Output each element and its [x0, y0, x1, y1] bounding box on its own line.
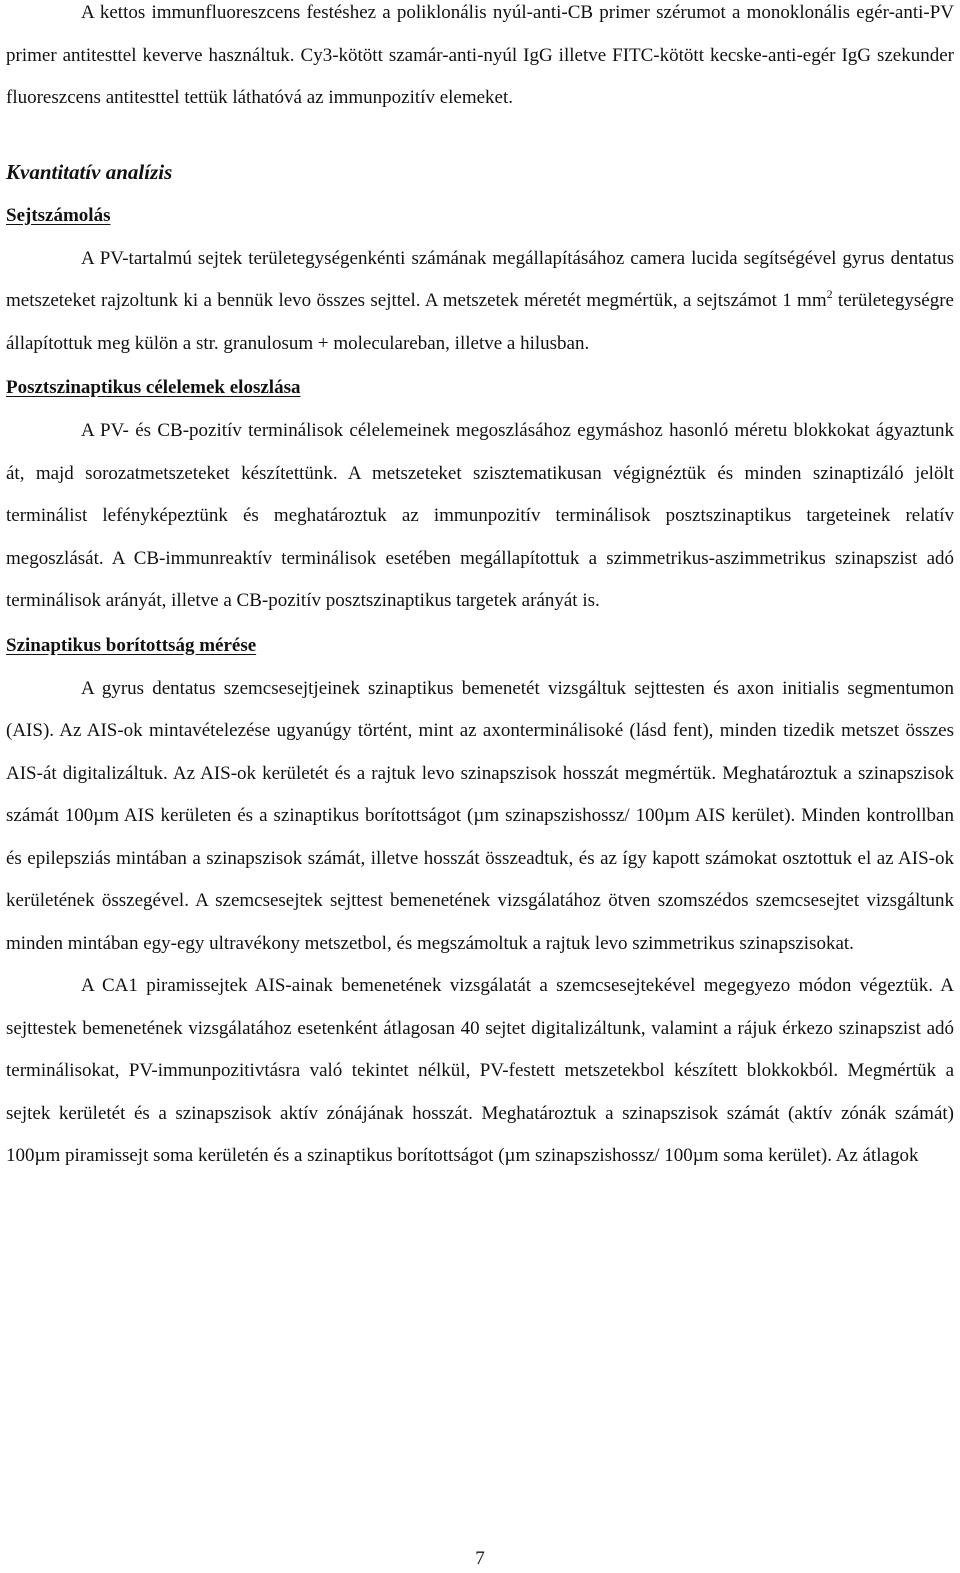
section-spacer: [6, 120, 954, 151]
posztszinaptikus-paragraph: A PV- és CB-pozitív terminálisok célelemeinek megoszlásához egymáshoz hasonló méretu blokkokat ágyaztunk át, majd sorozatmetszeteket készítettünk. A metszeteket szisztematikusan végignéztük és minden szinaptizáló jelölt terminálist lefényképeztünk és meghatároztuk az immunpozitív terminálisok posztszinaptikus targeteinek relatív megoszlását. A CB-immunreaktív terminálisok esetében megállapítottuk a szimmetrikus-aszimmetrikus szinapszist adó terminálisok arányát, illetve a CB-pozitív posztszinaptikus targetek arányát is.: [6, 420, 954, 611]
heading-posztszinaptikus: Posztszinaptikus célelemek eloszlása: [6, 377, 301, 398]
superscript-2: 2: [826, 287, 833, 301]
heading-boritottsag: Szinaptikus borítottság mérése: [6, 634, 257, 656]
sejtszamolas-paragraph: [6, 238, 954, 366]
page-content: [6, 0, 954, 1178]
boritottsag-paragraph-1: A gyrus dentatus szemcsesejtjeinek szinaptikus bemenetét vizsgáltuk sejttesten és axon initialis segmentumon (AIS). Az AIS-ok mintavételezése ugyanúgy történt, mint az axonterminálisoké (lásd fent), minden tizedik metszet összes AIS-át digitalizáltuk. Az AIS-ok kerületét és a rajtuk levo szinapszisok hosszát megmértük. Meghatároztuk a szinapszisok számát 100µm AIS kerületen és a szinaptikus borítottságot (µm szinapszishossz/ 100µm AIS kerület). Minden kontrollban és epilepsziás mintában a szinapszisok számát, illetve hosszát összeadtuk, és az így kapott számokat osztottuk el az AIS-ok kerületének összegével. A szemcsesejtek sejttest bemenetének vizsgálatához ötven szomszédos szemcsesejtet vizsgáltunk minden mintában egy-egy ultravékony metszetbol, és megszámoltuk a rajtuk levo szimmetrikus szinapszisokat.: [6, 677, 954, 954]
sejtszamolas-text-b: területegységre állapítottuk meg külön a str. granulosum + moleculareban, illetve a hilusban.: [6, 290, 954, 354]
section-title: Kvantitatív analízis: [6, 159, 173, 184]
heading-sejtszamolas: Sejtszámolás: [6, 204, 111, 226]
sejtszamolas-text-a: A PV-tartalmú sejtek területegységenkénti számának megállapításához camera lucida segítségével gyrus dentatus metszeteket rajzoltunk ki a bennük levo összes sejttel. A metszetek méretét megmértük, a sejtszámot 1 mm: [6, 247, 954, 311]
page-number: 7: [475, 1548, 485, 1569]
intro-paragraph: A kettos immunfluoreszcens festéshez a poliklonális nyúl-anti-CB primer szérumot a monoklonális egér-anti-PV primer antitesttel keverve használtuk. Cy3-kötött szamár-anti-nyúl IgG illetve FITC-kötött kecske-anti-egér IgG szekunder fluoreszcens antitesttel tettük láthatóvá az immunpozitív elemeket.: [6, 2, 954, 108]
boritottsag-paragraph-2: A CA1 piramissejtek AIS-ainak bemenetének vizsgálatát a szemcsesejtekével megegyezo módon végeztük. A sejttestek bemenetének vizsgálatához esetenként átlagosan 40 sejtet digitalizáltunk, valamint a rájuk érkezo szinapszist adó terminálisokat, PV-immunpozitivtásra való tekintet nélkül, PV-festett metszetekbol készített blokkokból. Megmértük a sejtek kerületét és a szinapszisok aktív zónájának hosszát. Meghatároztuk a szinapszisok számát (aktív zónák számát) 100µm piramissejt soma kerületén és a szinaptikus borítottságot (µm szinapszishossz/ 100µm soma kerület). Az átlagok: [6, 975, 954, 1166]
